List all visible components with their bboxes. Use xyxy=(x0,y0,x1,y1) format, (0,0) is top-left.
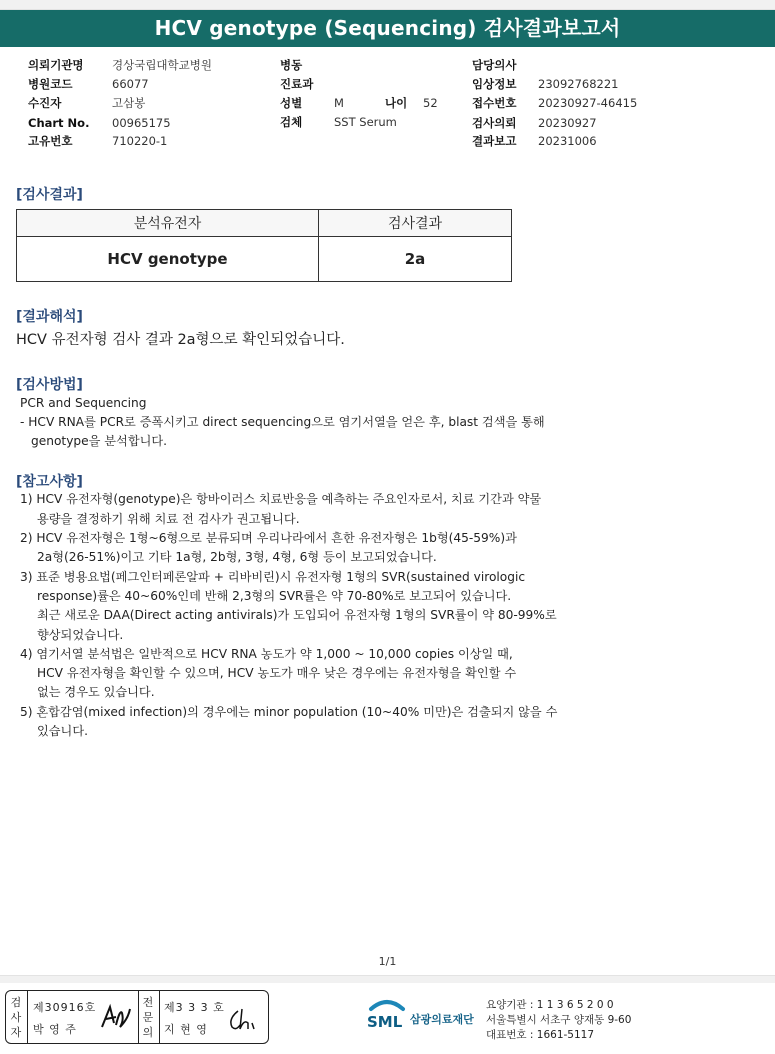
value-sex: M xyxy=(334,96,344,110)
header-gene: 분석유전자 xyxy=(17,210,319,237)
value-clinical-info: 23092768221 xyxy=(538,77,619,91)
value-patient-name: 고삼봉 xyxy=(112,96,146,110)
specialist-license-no: 제3 3 3 호 xyxy=(164,1001,225,1014)
cell-gene: HCV genotype xyxy=(17,237,319,282)
specialist-label xyxy=(140,995,156,1040)
result-table-header xyxy=(17,210,512,237)
label-request-date: 검사의뢰 xyxy=(472,116,517,130)
section-title-interpretation: [결과해석] xyxy=(16,309,83,325)
value-requesting-institution: 경상국립대학교병원 xyxy=(112,58,212,72)
report-title: HCV genotype (Sequencing) 검사결과보고서 xyxy=(0,10,775,47)
note-line: 4) 염기서열 분석법은 일반적으로 HCV RNA 농도가 약 1,000 ~ 10,000 copies 이상일 때, xyxy=(20,647,513,661)
label-chart-no: Chart No. xyxy=(28,116,90,130)
label-sex: 성별 xyxy=(280,96,303,110)
value-hospital-code: 66077 xyxy=(112,77,149,91)
label-specimen: 검체 xyxy=(280,115,303,129)
specialist-signature xyxy=(226,1005,262,1035)
result-table xyxy=(16,209,512,282)
table-row xyxy=(17,237,512,282)
note-line: 2) HCV 유전자형은 1형~6형으로 분류되며 우리나라에서 흔한 유전자형은 1b형(45-59%)과 xyxy=(20,531,517,545)
lab-address: 서울특별시 서초구 양재동 9-60 xyxy=(486,1014,632,1026)
value-report-date: 20231006 xyxy=(538,134,597,148)
note-line: HCV 유전자형을 확인할 수 있으며, HCV 농도가 매우 낮은 경우에는 유전자형을 확인할 수 xyxy=(37,666,517,680)
method-line: - HCV RNA를 PCR로 증폭시키고 direct sequencing으로 염기서열을 얻은 후, blast 검색을 통해 xyxy=(20,415,545,429)
top-strip xyxy=(0,0,775,10)
method-line: PCR and Sequencing xyxy=(20,396,147,410)
lab-phone: 대표번호 : 1661-5117 xyxy=(486,1029,595,1041)
note-line: 1) HCV 유전자형(genotype)은 항바이러스 치료반응을 예측하는 주요인자로서, 치료 기간과 약물 xyxy=(20,492,542,506)
note-line: response)률은 40~60%인데 반해 2,3형의 SVR률은 약 70-80%로 보고되어 있습니다. xyxy=(37,589,512,603)
divider xyxy=(138,991,139,1043)
examiner-label-char: 사 xyxy=(10,1011,22,1024)
note-line: 있습니다. xyxy=(37,724,88,738)
label-report-date: 결과보고 xyxy=(472,134,517,148)
label-requesting-institution: 의뢰기관명 xyxy=(28,58,84,72)
specialist-label-char: 의 xyxy=(142,1026,154,1039)
value-receipt-no: 20230927-46415 xyxy=(538,96,638,110)
divider xyxy=(27,991,28,1043)
label-age: 나이 xyxy=(385,96,408,110)
value-request-date: 20230927 xyxy=(538,116,597,130)
institution-code: 요양기관 : 1 1 3 6 5 2 0 0 xyxy=(486,999,614,1011)
divider xyxy=(159,991,160,1043)
header-result: 검사결과 xyxy=(319,210,512,237)
note-line: 2a형(26-51%)이고 기타 1a형, 2b형, 3형, 4형, 6형 등이 보고되었습니다. xyxy=(37,550,437,564)
value-unique-id: 710220-1 xyxy=(112,134,168,148)
examiner-name: 박 영 주 xyxy=(33,1023,77,1036)
interpretation-text: HCV 유전자형 검사 결과 2a형으로 확인되었습니다. xyxy=(16,332,345,348)
examiner-signature xyxy=(98,1001,134,1035)
specialist-label-char: 전 xyxy=(142,996,154,1009)
lab-info xyxy=(486,998,631,1043)
label-patient-name: 수진자 xyxy=(28,96,62,110)
note-line: 없는 경우도 있습니다. xyxy=(37,685,155,699)
value-age: 52 xyxy=(423,96,438,110)
label-department: 진료과 xyxy=(280,77,314,91)
label-receipt-no: 접수번호 xyxy=(472,96,517,110)
note-line: 향상되었습니다. xyxy=(37,628,124,642)
label-ward: 병동 xyxy=(280,58,303,72)
cell-result: 2a xyxy=(319,237,512,282)
examiner-license-no: 제30916호 xyxy=(33,1001,97,1014)
value-chart-no: 00965175 xyxy=(112,116,171,130)
note-line: 최근 새로운 DAA(Direct acting antivirals)가 도입되어 유전자형 1형의 SVR률이 약 80-99%로 xyxy=(37,608,557,622)
value-specimen: SST Serum xyxy=(334,115,397,129)
bottom-strip xyxy=(0,975,775,983)
label-doctor: 담당의사 xyxy=(472,58,517,72)
section-title-notes: [참고사항] xyxy=(16,474,83,490)
note-line: 5) 혼합감염(mixed infection)의 경우에는 minor population (10~40% 미만)은 검출되지 않을 수 xyxy=(20,705,558,719)
examiner-label-char: 검 xyxy=(10,996,22,1009)
specialist-name: 지 현 영 xyxy=(164,1023,208,1036)
foundation-name: 삼광의료재단 xyxy=(410,1013,474,1026)
signature-box xyxy=(5,990,269,1044)
note-line: 3) 표준 병용요법(페그인터페론알파 + 리바비린)시 유전자형 1형의 SVR(sustained virologic xyxy=(20,570,526,584)
section-title-method: [검사방법] xyxy=(16,377,83,393)
page-number: 1/1 xyxy=(378,955,397,968)
label-clinical-info: 임상정보 xyxy=(472,77,517,91)
label-unique-id: 고유번호 xyxy=(28,134,73,148)
examiner-label xyxy=(8,995,24,1040)
logo-text: SML xyxy=(367,1013,403,1031)
sml-logo-icon xyxy=(365,993,409,1033)
method-line: genotype을 분석합니다. xyxy=(31,434,168,448)
section-title-result: [검사결과] xyxy=(16,187,83,203)
specialist-label-char: 문 xyxy=(142,1011,154,1024)
note-line: 용량을 결정하기 위해 치료 전 검사가 권고됩니다. xyxy=(37,512,300,526)
label-hospital-code: 병원코드 xyxy=(28,77,73,91)
examiner-label-char: 자 xyxy=(10,1026,22,1039)
